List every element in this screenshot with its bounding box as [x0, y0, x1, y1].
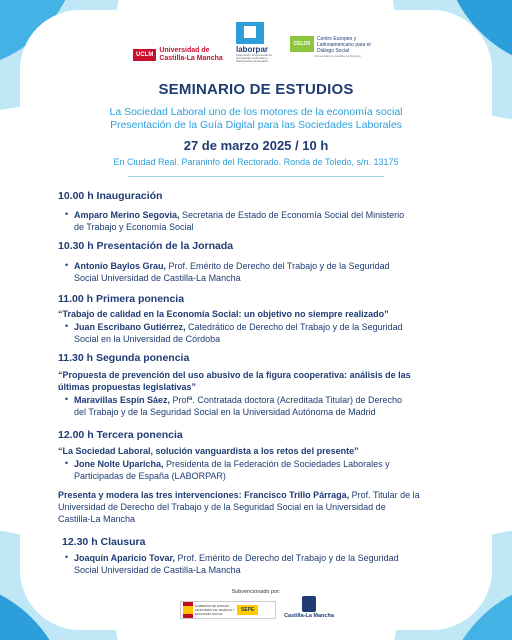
- speaker-role: Prof. Emérito de Derecho del Trabajo y de la Seguridad: [175, 553, 399, 563]
- castle-icon: [302, 596, 316, 612]
- gobierno-logo: [180, 601, 276, 619]
- sponsor-label: Subvencionado por:: [231, 589, 281, 595]
- logo-bar: [0, 22, 512, 72]
- uclm-logo-mark: UCLM: [133, 49, 156, 61]
- speaker-name: Joaquín Aparicio Tovar,: [74, 553, 176, 563]
- speaker-role: Social Universidad de Castilla-La Mancha: [74, 565, 241, 575]
- speaker-role: Social en la Universidad de Córdoba: [74, 334, 221, 344]
- laborpar-icon: [236, 22, 264, 44]
- talk-title-line: “Propuesta de prevención del uso abusivo de la figura cooperativa: análisis de las: [58, 370, 411, 380]
- speaker-role: de Trabajo y Economía Social: [74, 222, 194, 232]
- speaker-name: Jone Nolte Uparicha,: [74, 459, 164, 469]
- moderator-role: Prof. Titular de la: [349, 490, 420, 500]
- event-venue: En Ciudad Real. Paraninfo del Rectorado. Ronda de Toledo, s/n. 13175: [113, 157, 399, 167]
- divider: [128, 176, 384, 177]
- celds-name: Centro Europeo y Latinoamericano para el Diálogo Social: [317, 36, 371, 54]
- speaker-role: Secretaria de Estado de Economía Social del Ministerio: [179, 210, 405, 220]
- speaker: [74, 552, 454, 576]
- moderator-note: [58, 489, 458, 525]
- celds-subtitle: Universidad de Castilla-La Mancha: [314, 54, 361, 58]
- sepe-logo: SEPE: [237, 605, 258, 615]
- gobierno-text: GOBIERNO DE ESPAÑA · MINISTERIO DE TRABAJO Y ECONOMÍA SOCIAL: [195, 604, 235, 616]
- laborpar-name: laborpar: [236, 45, 269, 54]
- subtitle-line: Presentación de la Guía Digital para las Sociedades Laborales: [110, 119, 402, 131]
- castilla-la-mancha-name: Castilla-La Mancha: [284, 613, 334, 619]
- moderator-lead: Presenta y modera las tres intervenciones: Francisco Trillo Párraga,: [58, 490, 350, 500]
- section-heading: 10.00 h Inauguración: [58, 190, 163, 202]
- speaker-role: Presidenta de la Federación de Sociedades Laborales y: [163, 459, 390, 469]
- celds-logo-mark: CELDS: [290, 36, 314, 52]
- speaker-role: Participadas de España (LABORPAR): [74, 471, 226, 481]
- speaker-role: del Trabajo y de la Seguridad Social en la Universidad Autónoma de Madrid: [74, 407, 376, 417]
- castilla-la-mancha-logo: [284, 596, 334, 619]
- speaker-name: Amparo Merino Segovia,: [74, 210, 180, 220]
- event-date: 27 de marzo 2025 / 10 h: [183, 138, 329, 153]
- page-subtitle: [0, 106, 512, 132]
- bullet: •: [65, 394, 69, 404]
- speaker: [74, 458, 454, 482]
- section-heading: 11.30 h Segunda ponencia: [58, 352, 190, 364]
- speaker-name: Antonio Baylos Grau,: [74, 261, 167, 271]
- section-heading: 10.30 h Presentación de la Jornada: [58, 240, 234, 252]
- speaker-role: Profª. Contratada doctora (Acreditada Titular) de Derecho: [170, 395, 402, 405]
- speaker: [74, 209, 454, 233]
- speaker-name: Juan Escribano Gutiérrez,: [74, 322, 186, 332]
- moderator-role: Castilla-La Mancha: [58, 514, 136, 524]
- celds-logo: [290, 36, 376, 58]
- bullet: •: [65, 458, 69, 468]
- section-heading: 12.30 h Clausura: [62, 536, 146, 548]
- laborpar-subtitle: Federación Empresarial de Sociedades Laborales y Participadas de España: [236, 53, 273, 63]
- talk-title-line: últimas propuestas legislativas”: [58, 382, 197, 392]
- speaker-role: Prof. Emérito de Derecho del Trabajo y de la Seguridad: [166, 261, 390, 271]
- section-heading: 11.00 h Primera ponencia: [58, 293, 185, 305]
- talk-title: “Trabajo de calidad en la Economía Social: un objetivo no siempre realizado”: [58, 309, 389, 319]
- uclm-logo-name: Universidad de Castilla-La Mancha: [159, 47, 223, 62]
- bullet: •: [65, 552, 69, 562]
- page-title: SEMINARIO DE ESTUDIOS: [158, 81, 354, 98]
- speaker: [74, 321, 454, 345]
- spain-flag-icon: [183, 602, 193, 618]
- speaker: [74, 394, 454, 418]
- laborpar-logo: [236, 22, 276, 63]
- section-heading: 12.00 h Tercera ponencia: [58, 429, 183, 441]
- talk-title: [58, 369, 458, 393]
- talk-title: “La Sociedad Laboral, solución vanguardista a los retos del presente”: [58, 446, 359, 456]
- speaker: [74, 260, 454, 284]
- speaker-role: Social Universidad de Castilla-La Mancha: [74, 273, 241, 283]
- speaker-name: Maravillas Espín Sáez,: [74, 395, 171, 405]
- moderator-role: Universidad de Derecho del Trabajo y de la Seguridad Social en la Universidad de: [58, 502, 386, 512]
- speaker-role: Catedrático de Derecho del Trabajo y de la Seguridad: [185, 322, 403, 332]
- bullet: •: [65, 321, 69, 331]
- subtitle-line: La Sociedad Laboral uno de los motores de la economía social: [109, 106, 403, 118]
- bullet: •: [65, 260, 69, 270]
- bullet: •: [65, 209, 69, 219]
- uclm-logo: [133, 47, 223, 63]
